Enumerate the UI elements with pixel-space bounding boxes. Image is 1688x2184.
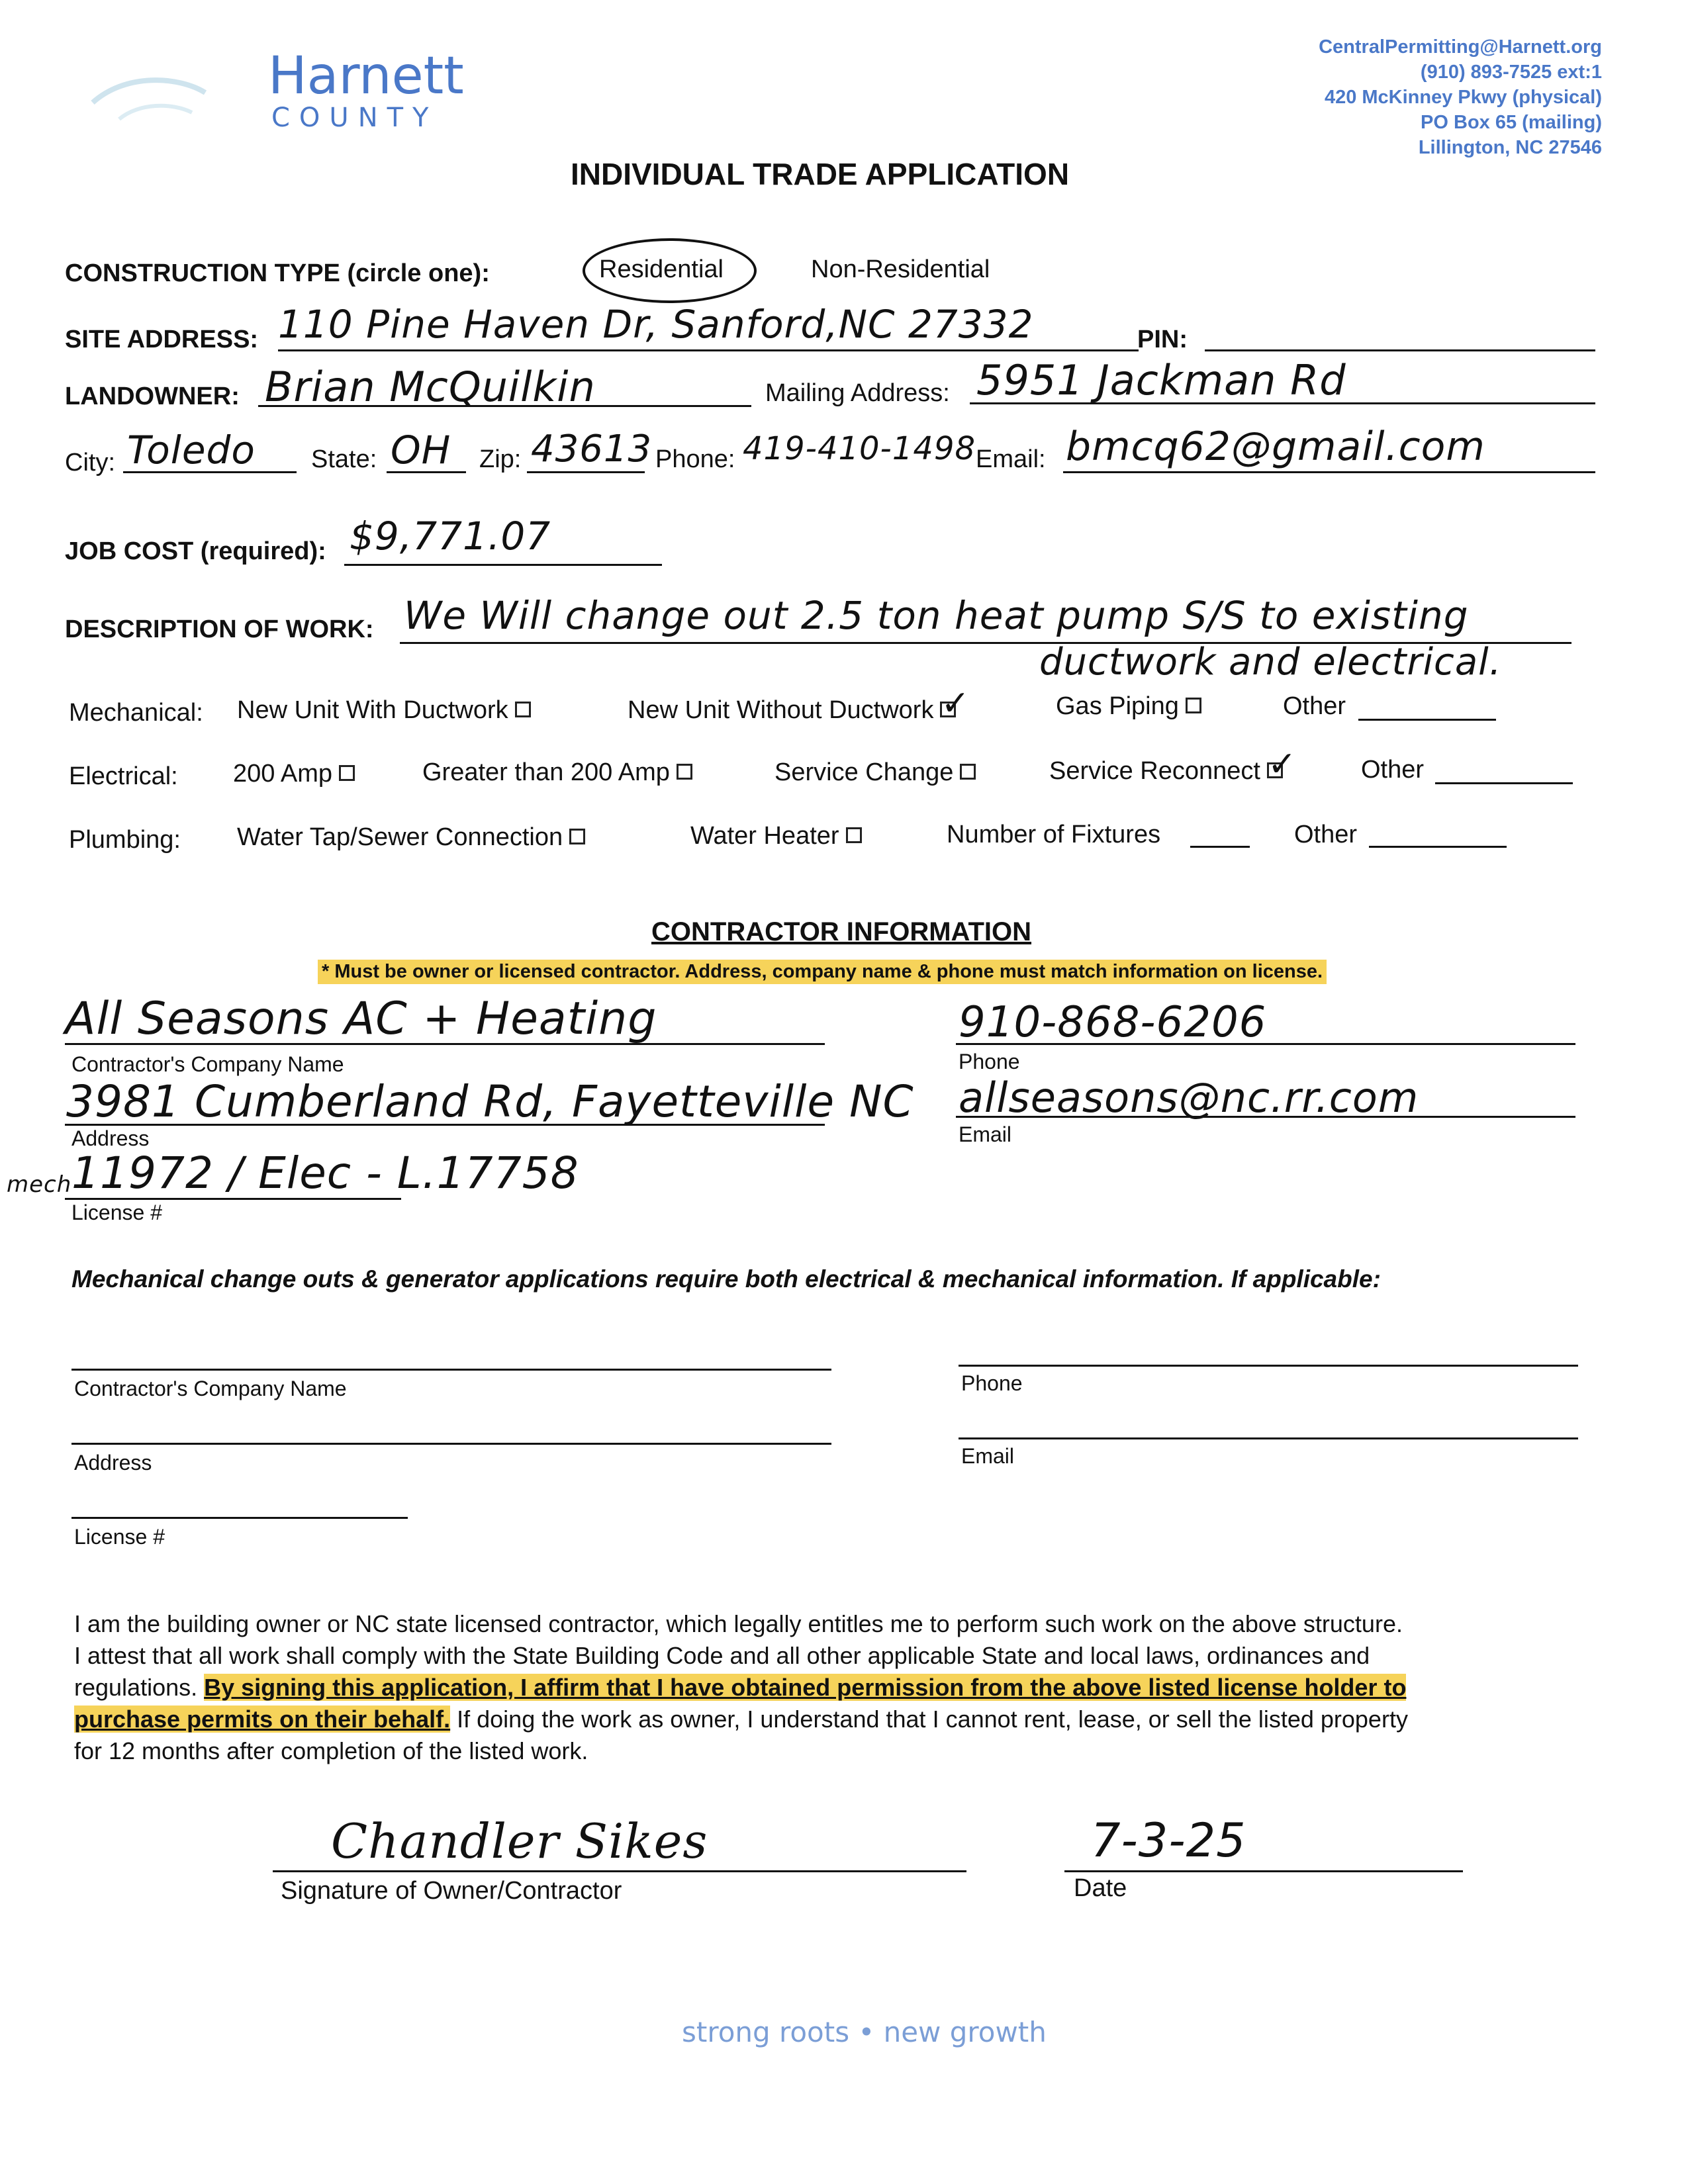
elec-greater-than-200[interactable]: Greater than 200 Amp [422,758,692,787]
site-address-line [278,349,1139,351]
date-label: Date [1074,1874,1127,1902]
contractor-address-label: Address [71,1126,150,1150]
plumb-water-tap-checkbox[interactable] [569,829,585,844]
state-value[interactable]: OH [391,428,451,473]
second-license-field[interactable] [71,1517,408,1519]
attest-line-1: I am the building owner or NC state licensed contractor, which legally entitles me to perform such work on the above structure. [74,1610,1403,1637]
date-value[interactable]: 7-3-25 [1091,1813,1246,1868]
contact-block [1319,34,1602,160]
mailing-address-label: Mailing Address: [765,379,950,407]
mech-gas-piping-checkbox[interactable] [1186,698,1201,713]
contractor-heading: CONTRACTOR INFORMATION [651,917,1032,946]
site-address-value[interactable]: 110 Pine Haven Dr, Sanford,NC 27332 [278,302,1034,347]
contractor-company-label: Contractor's Company Name [71,1052,344,1076]
description-line2[interactable]: ductwork and electrical. [1039,641,1502,684]
mech-new-unit-with-ductwork[interactable]: New Unit With Ductwork [237,696,531,725]
elec-200-amp-checkbox[interactable] [339,765,355,781]
attest-highlight-2: purchase permits on their behalf. [74,1706,451,1733]
second-phone-label: Phone [961,1371,1023,1395]
second-contractor-note: Mechanical change outs & generator applications require both electrical & mechanical information. If applicable: [71,1265,1381,1293]
elec-service-reconnect[interactable]: Service Reconnect✓ [1049,757,1283,786]
job-cost-label: JOB COST (required): [65,537,326,565]
second-address-label: Address [74,1451,152,1475]
contractor-company-line [65,1043,825,1045]
mech-gas-piping[interactable]: Gas Piping [1056,692,1201,721]
email-value[interactable]: bmcq62@gmail.com [1066,424,1485,470]
attest-line-2: I attest that all work shall comply with the State Building Code and all other applicable State and local laws, ordinances and [74,1642,1370,1669]
electrical-label: Electrical: [69,762,178,790]
second-address-field[interactable] [71,1443,831,1445]
city-value[interactable]: Toledo [127,428,256,473]
logo-swoosh-icon [79,40,252,132]
email-label: Email: [976,445,1046,473]
contact-mailing: PO Box 65 (mailing) [1421,112,1602,133]
second-email-field[interactable] [959,1437,1578,1439]
logo-title: Harnett [268,46,464,106]
second-phone-field[interactable] [959,1365,1578,1367]
site-address-label: SITE ADDRESS: [65,326,259,353]
second-email-label: Email [961,1444,1015,1468]
attest-highlight-1: By signing this application, I affirm that I have obtained permission from the above listed license holder to [204,1674,1407,1701]
page-title: INDIVIDUAL TRADE APPLICATION [571,157,1070,191]
description-line1[interactable]: We Will change out 2.5 ton heat pump S/S to existing [404,593,1469,638]
elec-200-amp[interactable]: 200 Amp [233,760,355,788]
contractor-license-label: License # [71,1201,162,1224]
attest-line-3: regulations. By signing this application, I affirm that I have obtained permission from the above listed license holder to [74,1674,1407,1701]
contractor-license-value[interactable]: 11972 / Elec - L.17758 [71,1148,579,1199]
contact-physical: 420 McKinney Pkwy (physical) [1324,87,1602,108]
contractor-note: * Must be owner or licensed contractor. Address, company name & phone must match information on license. [318,960,1327,984]
county-logo [79,40,463,139]
second-license-label: License # [74,1525,165,1549]
elec-service-change[interactable]: Service Change [774,758,976,787]
mech-new-unit-without-ductwork[interactable]: New Unit Without Ductwork✓ [628,696,956,725]
zip-line [527,471,645,473]
mech-other-field[interactable] [1358,719,1496,721]
plumb-fixtures-field[interactable] [1190,846,1250,848]
contractor-address-value[interactable]: 3981 Cumberland Rd, Fayetteville NC [66,1076,914,1127]
signature-line [273,1870,966,1872]
attest-line-4: purchase permits on their behalf. If doing the work as owner, I understand that I cannot rent, lease, or sell the listed property [74,1706,1408,1733]
phone-value[interactable]: 419-410-1498 [743,430,976,467]
residential-option[interactable]: Residential [599,255,724,283]
plumbing-label: Plumbing: [69,826,181,854]
contractor-phone-line [956,1043,1575,1045]
plumb-other-label: Other [1294,821,1358,848]
elec-service-reconnect-checkbox[interactable] [1267,762,1283,778]
city-line [123,471,297,473]
plumb-other-field[interactable] [1369,846,1507,848]
job-cost-value[interactable]: $9,771.07 [350,514,551,559]
contractor-address-line [65,1124,825,1126]
second-company-label: Contractor's Company Name [74,1377,347,1400]
state-label: State: [311,445,377,473]
mech-other-label: Other [1283,692,1346,720]
landowner-label: LANDOWNER: [65,383,240,410]
signature-value[interactable]: Chandler Sikes [331,1813,708,1869]
contact-city: Lillington, NC 27546 [1418,137,1602,158]
mech-with-ductwork-checkbox[interactable] [515,702,531,717]
logo-subtitle: COUNTY [271,103,438,133]
pin-field[interactable] [1205,349,1595,351]
email-line [1063,471,1595,473]
pin-label: PIN: [1137,326,1188,353]
plumb-water-heater[interactable]: Water Heater [690,822,862,850]
mailing-address-line [970,402,1595,404]
date-line [1064,1870,1463,1872]
contractor-email-label: Email [959,1122,1012,1146]
job-cost-line [344,564,662,566]
contractor-email-line [956,1116,1575,1118]
attest-line-5: for 12 months after completion of the listed work. [74,1737,588,1764]
landowner-value[interactable]: Brian McQuilkin [265,363,596,411]
contractor-license-line [65,1198,401,1200]
plumb-water-heater-checkbox[interactable] [846,827,862,843]
footer-tagline: strong roots • new growth [682,2016,1047,2048]
mechanical-label: Mechanical: [69,699,203,727]
city-label: City: [65,449,115,477]
contractor-email-value[interactable]: allseasons@nc.rr.com [959,1073,1419,1122]
non-residential-option[interactable]: Non-Residential [811,255,990,283]
landowner-line [258,405,751,407]
description-label: DESCRIPTION OF WORK: [65,615,374,643]
second-company-field[interactable] [71,1369,831,1371]
license-prefix: mech [7,1171,72,1198]
plumb-water-tap[interactable]: Water Tap/Sewer Connection [237,823,585,852]
elec-other-label: Other [1361,756,1425,784]
attestation-text [74,1608,1636,1767]
mailing-address-value[interactable]: 5951 Jackman Rd [976,356,1346,404]
zip-label: Zip: [479,445,522,473]
contractor-phone-label: Phone [959,1050,1020,1073]
plumb-fixtures-label: Number of Fixtures [947,821,1161,848]
contractor-company-value[interactable]: All Seasons AC + Heating [65,993,657,1045]
state-line [387,471,466,473]
elec-service-change-checkbox[interactable] [960,764,976,780]
contact-email: CentralPermitting@Harnett.org [1319,36,1602,58]
phone-label: Phone: [655,445,735,473]
contact-phone: (910) 893-7525 ext:1 [1420,62,1602,83]
contractor-phone-value[interactable]: 910-868-6206 [959,998,1267,1047]
elec-greater-200-checkbox[interactable] [677,764,692,780]
elec-other-field[interactable] [1435,782,1573,784]
construction-type-label: CONSTRUCTION TYPE (circle one): [65,259,490,287]
signature-label: Signature of Owner/Contractor [281,1877,622,1905]
mech-without-ductwork-checkbox[interactable] [940,702,956,717]
zip-value[interactable]: 43613 [531,428,653,471]
